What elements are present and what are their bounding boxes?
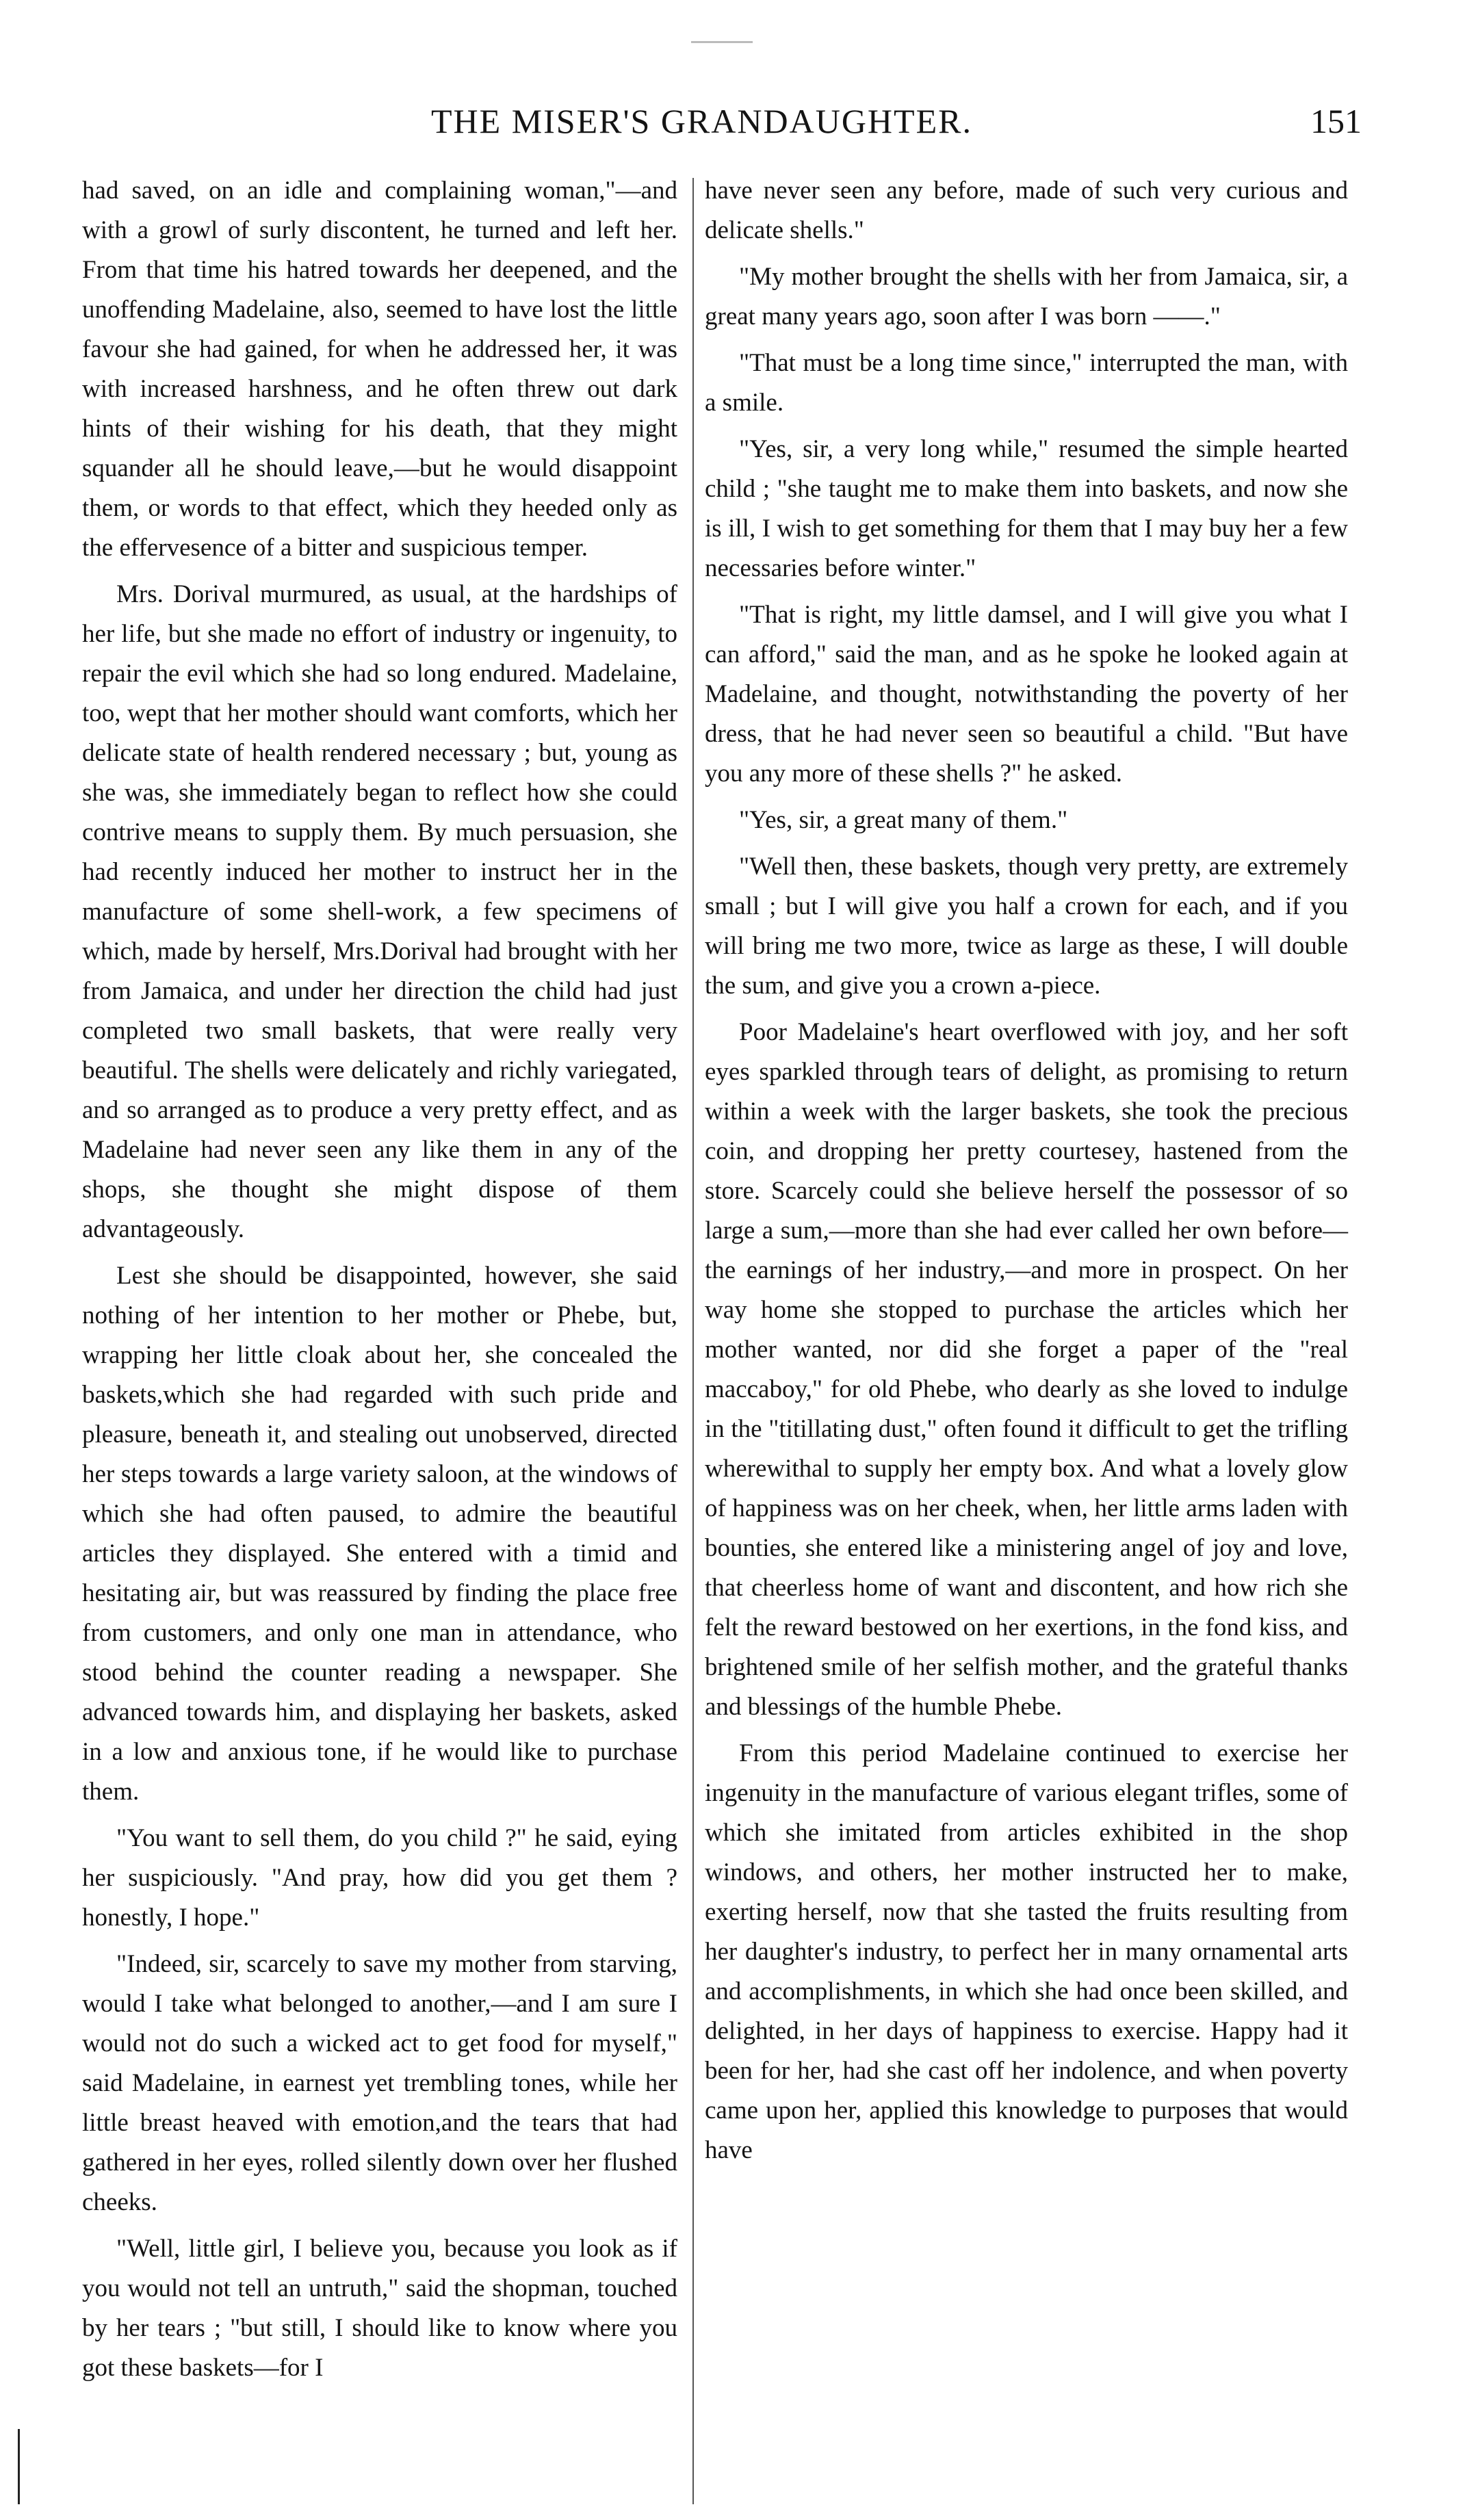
paragraph: have never seen any before, made of such very curious and delicate shells." bbox=[705, 177, 1348, 244]
paragraph: Mrs. Dorival murmured, as usual, at the hardships of her life, but she made no effort of industry or ingenuity, to repair the evil which she had so long endured. Madelaine, too, wept that her mother should want comforts, which her delicate state of health rendered necessary ; but, young as she was, she immediately began to reflect how she could contrive means to supply them. By much persuasion, she had recently induced her mother to instruct her in the manufacture of some shell-work, a few specimens of which, made by herself, Mrs.Dorival had brought with her from Jamaica, and under her direction the child had just completed two small baskets, that were really very beautiful. The shells were delicately and richly variegated, and so arranged as to produce a very pretty effect, and as Madelaine had never seen any like them in any of the shops, she thought she might dispose of them advantageously. bbox=[82, 580, 677, 1243]
paragraph: From this period Madelaine continued to exercise her ingenuity in the manufacture of various elegant trifles, some of which she imitated from articles exhibited in the shop windows, and others, her mother instructed her to make, exerting herself, now that she tasted the fruits resulting from her daughter's industry, to perfect her in many ornamental arts and accomplishments, in which she had once been skilled, and delighted, in her days of happiness to exercise. Happy had it been for her, had she cast off her indolence, and when poverty came upon her, applied this knowledge to purposes that would have bbox=[705, 1739, 1348, 2164]
margin-mark bbox=[18, 2429, 20, 2504]
scan-smudge bbox=[691, 41, 753, 43]
paragraph: "Well, little girl, I believe you, because you look as if you would not tell an untruth," said the shopman, touched by her tears ; "but still, I should like to know where you got these baskets—for I bbox=[82, 2235, 677, 2382]
paragraph: "Yes, sir, a great many of them." bbox=[739, 806, 1068, 834]
page-header bbox=[75, 101, 1362, 163]
paragraph: "Indeed, sir, scarcely to save my mother from starving, would I take what belonged to another,—and I am sure I would not do such a wicked act to get food for myself," said Madelaine, in earnest yet trembling tones, while her little breast heaved with emotion,and the tears that had gathered in her eyes, rolled silently down over her flushed cheeks. bbox=[82, 1950, 677, 2216]
paragraph: had saved, on an idle and complaining woman,"—and with a growl of surly discontent, he turned and left her. From that time his hatred towards her deepened, and the unoffending Madelaine, also, seemed to have lost the little favour she had gained, for when he addressed her, it was with increased harshness, and he often threw out dark hints of their wishing for his death, that they might squander all he should leave,—but he would disappoint them, or words to that effect, which they heeded only as the effervesence of a bitter and suspicious temper. bbox=[82, 177, 677, 562]
running-title: THE MISER'S GRANDAUGHTER. bbox=[431, 102, 972, 140]
left-column bbox=[82, 171, 677, 2395]
paragraph: "My mother brought the shells with her from Jamaica, sir, a great many years ago, soon after I was born ——." bbox=[705, 263, 1348, 330]
paragraph: "Well then, these baskets, though very pretty, are extremely small ; but I will give you half a crown for each, and if you will bring me two more, twice as large as these, I will double the sum, and give you a crown a-piece. bbox=[705, 853, 1348, 1000]
page-number: 151 bbox=[1310, 102, 1362, 140]
paragraph: "That must be a long time since," interrupted the man, with a smile. bbox=[705, 349, 1348, 417]
right-column bbox=[705, 171, 1348, 2177]
paragraph: Poor Madelaine's heart overflowed with joy, and her soft eyes sparkled through tears of delight, as promising to return within a week with the larger baskets, she took the precious coin, and dropping her pretty courtesey, hastened from the store. Scarcely could she believe herself the possessor of so large a sum,—more than she had ever called her own before—the earnings of her industry,—and more in prospect. On her way home she stopped to purchase the articles which her mother wanted, nor did she forget a paper of the "real maccaboy," for old Phebe, who dearly as she loved to indulge in the "titillating dust," often found it difficult to get the trifling wherewithal to supply her empty box. And what a lovely glow of happiness was on her cheek, when, her little arms laden with bounties, she entered like a ministering angel of joy and love, that cheerless home of want and discontent, and how rich she felt the reward bestowed on her exertions, in the fond kiss, and brightened smile of her selfish mother, and the grateful thanks and blessings of the humble Phebe. bbox=[705, 1018, 1348, 1721]
paragraph: "Yes, sir, a very long while," resumed the simple hearted child ; "she taught me to make them into baskets, and now she is ill, I wish to get something for them that I may buy her a few necessaries before winter." bbox=[705, 435, 1348, 582]
paragraph: Lest she should be disappointed, however, she said nothing of her intention to her mother or Phebe, but, wrapping her little cloak about her, she concealed the baskets,which she had regarded with such pride and pleasure, beneath it, and stealing out unobserved, directed her steps towards a large variety saloon, at the windows of which she had often paused, to admire the beautiful articles they displayed. She entered with a timid and hesitating air, but was reassured by finding the place free from customers, and only one man in attendance, who stood behind the counter reading a newspaper. She advanced towards him, and displaying her baskets, asked in a low and anxious tone, if he would like to purchase them. bbox=[82, 1262, 677, 1806]
paragraph: "That is right, my little damsel, and I will give you what I can afford," said the man, and as he spoke he looked again at Madelaine, and thought, notwithstanding the poverty of her dress, that he had never seen so beautiful a child. "But have you any more of these shells ?" he asked. bbox=[705, 601, 1348, 788]
paragraph: "You want to sell them, do you child ?" he said, eying her suspiciously. "And pray, how did you get them ? honestly, I hope." bbox=[82, 1824, 677, 1932]
column-divider bbox=[692, 178, 694, 2504]
